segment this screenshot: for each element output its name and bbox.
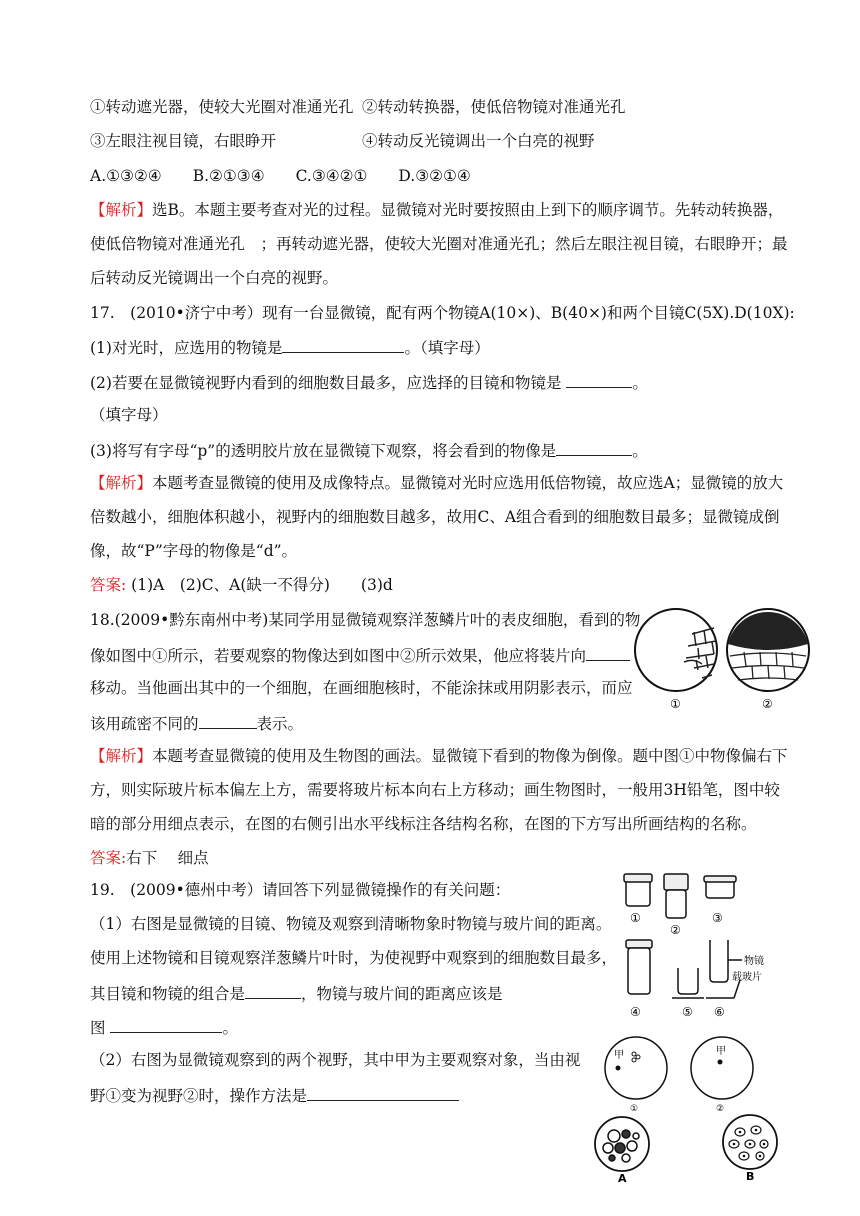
q16-analysis-1: 【解析】选B。本题主要考查对光的过程。显微镜对光时要按照由上到下的顺序调节。先转动转换器， [90, 201, 784, 219]
jia-dot-1 [616, 1066, 621, 1071]
analysis-tag: 【解析】 [90, 747, 153, 765]
lens-label-4: ④ [630, 1005, 641, 1019]
analysis-tag: 【解析】 [90, 474, 153, 492]
lens-label-6: ⑥ [714, 1005, 725, 1019]
eyepiece-lens-3 [704, 876, 736, 898]
answer-blank[interactable] [110, 1016, 222, 1033]
answer-blank[interactable] [282, 336, 404, 353]
answer-blank[interactable] [556, 439, 632, 456]
lens-label-1: ① [630, 911, 641, 925]
q17-part-1: (1)对光时，应选用的物镜是 。（填字母） [90, 336, 490, 358]
q17-analysis-3: 像，故“P”字母的物像是“d”。 [90, 542, 298, 560]
q16-option-4: ④转动反光镜调出一个白亮的视野 [362, 132, 595, 150]
objective-caption: 物镜 [744, 956, 764, 967]
analysis-tag: 【解析】 [90, 201, 153, 219]
q18-line-3: 移动。当他画出其中的一个细胞，在画细胞核时，不能涂抹或用阴影表示，而应 [90, 679, 633, 697]
q19-line-6: （2）右图为显微镜观察到的两个视野，其中甲为主要观察对象，当由视 [90, 1051, 581, 1069]
answer-blank[interactable] [566, 371, 632, 388]
q16-analysis-3: 后转动反光镜调出一个白亮的视野。 [90, 269, 339, 287]
lens-label-2: ② [670, 923, 681, 937]
jia-label-2: 甲 [716, 1046, 726, 1057]
jia-dot-2 [718, 1060, 723, 1065]
q18-line-4: 该用疏密不同的 表示。 [90, 712, 303, 734]
distance-diagram-5 [672, 968, 704, 998]
lens-label-5: ⑤ [682, 1005, 693, 1019]
answer-blank[interactable] [199, 712, 257, 729]
q16-analysis-2: 使低倍物镜对准通光孔 ；再转动遮光器，使较大光圈对准通光孔；然后左眼注视目镜，右眼睁开；最 [90, 235, 788, 253]
answer-blank[interactable] [307, 1084, 459, 1101]
q19-line-3: 使用上述物镜和目镜观察洋葱鳞片叶时，为使视野中观察到的细胞数目最多， [90, 949, 618, 967]
answer-tag: 答案: [90, 576, 127, 594]
q16-option-2: ②转动转换器，使低倍物镜对准通光孔 [362, 98, 626, 116]
q16-option-1: ①转动遮光器，使较大光圈对准通光孔 [90, 98, 354, 116]
objective-lens-2 [664, 874, 688, 918]
figure-label-2: ② [762, 697, 773, 711]
q18-analysis-1: 【解析】本题考查显微镜的使用及生物图的画法。显微镜下看到的物像为倒像。题中图①中物像偏右下 [90, 747, 788, 765]
q19-view-figure [594, 1034, 774, 1114]
q19-line-2: （1）右图是显微镜的目镜、物镜及观察到清晰物象时物镜与玻片间的距离。 [90, 915, 612, 933]
view-label-1: ① [630, 1104, 639, 1114]
answer-blank[interactable] [245, 982, 301, 999]
field-of-view-1 [605, 1037, 667, 1099]
q17-analysis-1: 【解析】本题考查显微镜的使用及成像特点。显微镜对光时应选用低倍物镜，故应选A；显微镜的放大 [90, 474, 784, 492]
q19-lens-figure [616, 868, 776, 1032]
q18-line-1: 18.(2009•黔东南州中考)某同学用显微镜观察洋葱鳞片叶的表皮细胞，看到的物 [90, 611, 641, 629]
cell-label-b: B [746, 1170, 755, 1183]
answer-blank[interactable] [586, 644, 630, 661]
q17-part-3: (3)将写有字母“p”的透明胶片放在显微镜下观察，将会看到的物像是 。 [90, 439, 648, 461]
q16-choices: A.①③②④ B.②①③④ C.③④②① D.③②①④ [90, 167, 471, 185]
q17-stem: 17. (2010•济宁中考）现有一台显微镜，配有两个物镜A(10×)、B(40×)和两个目镜C(5X).D(10X): [90, 304, 795, 322]
eyepiece-lens-1 [624, 874, 652, 906]
q19-line-7: 野①变为视野②时，操作方法是 [90, 1084, 459, 1106]
q19-cells-figure [584, 1114, 784, 1184]
view-label-2: ② [716, 1104, 725, 1114]
slide-caption: 载玻片 [732, 972, 762, 983]
view-circle-1 [635, 609, 717, 691]
q17-analysis-2: 倍数越小，细胞体积越小，视野内的细胞数目越多，故用C、A组合看到的细胞数目最多；显微镜成倒 [90, 508, 780, 526]
q18-answer: 答案:右下 细点 [90, 849, 209, 867]
answer-tag: 答案: [90, 849, 127, 867]
q19-line-1: 19. (2009•德州中考）请回答下列显微镜操作的有关问题： [90, 881, 511, 899]
q16-option-3: ③左眼注视目镜，右眼睁开 [90, 132, 277, 150]
q19-line-5: 图 。 [90, 1016, 238, 1038]
q18-figure [632, 604, 814, 714]
q18-line-2: 像如图中①所示，若要观察的物像达到如图中②所示效果，他应将装片向 [90, 644, 630, 666]
q17-part-2: (2)若要在显微镜视野内看到的细胞数目最多，应选择的目镜和物镜是 。 [90, 371, 648, 393]
lens-label-3: ③ [712, 911, 723, 925]
q17-answer: 答案: (1)A (2)C、A(缺一不得分) (3)d [90, 576, 393, 594]
objective-lens-4 [626, 940, 652, 994]
dark-region [728, 612, 808, 650]
q17-part-2-note: （填字母） [90, 406, 168, 424]
q18-analysis-3: 暗的部分用细点表示，在图的右侧引出水平线标注各结构名称，在图的下方写出所画结构的名称。 [90, 815, 757, 833]
cell-label-a: A [618, 1172, 627, 1184]
figure-label-1: ① [670, 697, 681, 711]
jia-label-1: 甲 [614, 1050, 624, 1061]
q18-analysis-2: 方，则实际玻片标本偏左上方，需要将玻片标本向右上方移动；画生物图时，一般用3H铅笔，图中较 [90, 781, 780, 799]
q19-line-4: 其目镜和物镜的组合是 ，物镜与玻片间的距离应该是 [90, 982, 503, 1004]
distance-diagram-6 [706, 940, 742, 998]
